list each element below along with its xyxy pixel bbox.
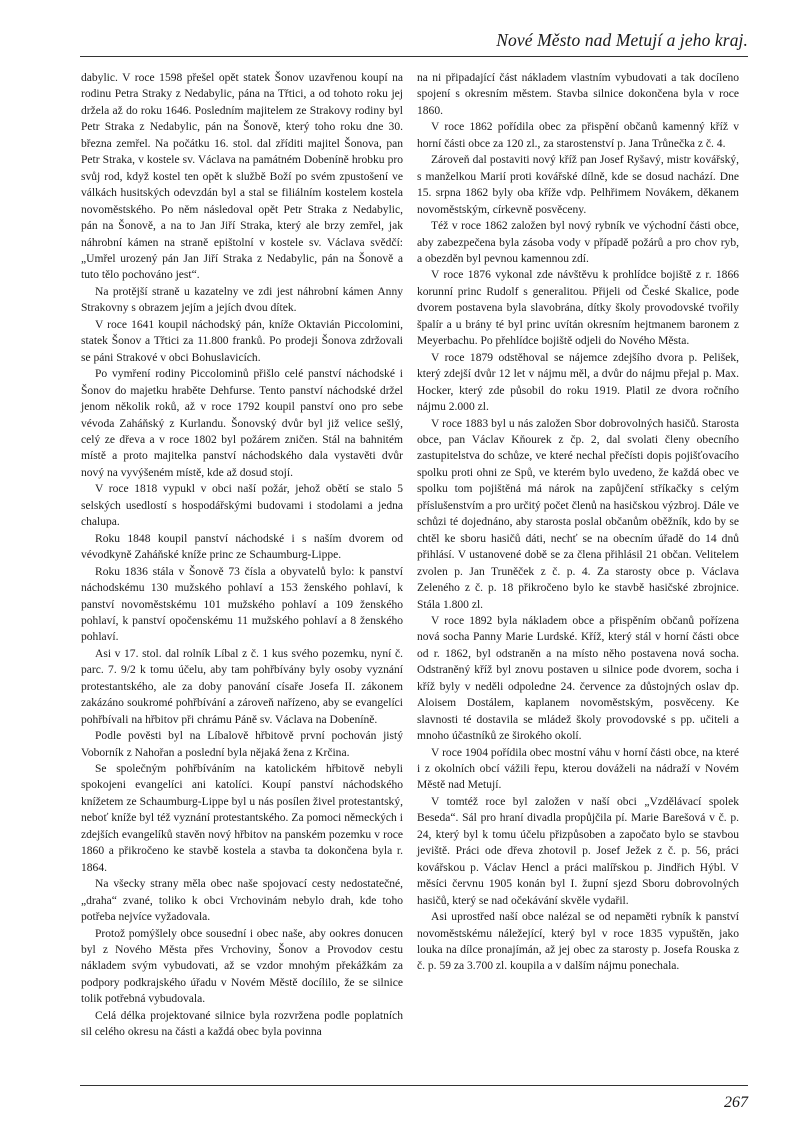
paragraph: V roce 1818 vypukl v obci naší požár, jehož obětí se stalo 5 selských usedlostí s hospodářskými budovami i stodolami a jedna chalupa. — [81, 483, 403, 529]
paragraph: Asi uprostřed naší obce nalézal se od nepaměti rybník k panství novoměstskému náležející, který byl v roce 1835 vypuštěn, jako louka na dílce pronajímán, až jej obec za starosty p. Josefa Rouska z č. p. 59 za 3.700 zl. koupila a v dalším nájmu ponechala. — [417, 911, 739, 973]
page-number: 267 — [724, 1094, 748, 1111]
paragraph: Protož pomýšlely obce sousední i obec naše, aby ookres donucen byl z Nového Města přes Vrchoviny, Šonov a Provodov cestu nákladem svým vybudovati, až se vzdor mnohým překážkám za podpory podkrajského úřadu v Novém Městě docílilo, že se silnice tolik potřebná vybudovala. — [81, 927, 403, 1006]
paragraph: Na všecky strany měla obec naše spojovací cesty nedostatečné, „draha“ zvané, toliko k obci Vrchovinám nebylo drah, kde toho potřeba nejvíce vyžadovala. — [81, 878, 403, 924]
paragraph: na ni připadající část nákladem vlastním vybudovati a tak docíleno spojení s okresním městem. Stavba silnice dokončena byla v roce 1860. — [417, 72, 739, 117]
paragraph: V roce 1862 pořídila obec za přispění občanů kamenný kříž v horní části obce za 120 zl., za starostenství p. Jana Trůnečka z č. 4. — [417, 121, 739, 150]
paragraph: Roku 1848 koupil panství náchodské i s naším dvorem od vévodkyně Zaháňské kníže princ ze Schaumburg-Lippe. — [81, 532, 403, 562]
running-header — [80, 26, 748, 57]
paragraph: dabylic. V roce 1598 přešel opět statek Šonov uzavřenou koupí na rodinu Petra Straky z Nedabylic, pána na Třtici, a od tohoto roku jej držela až do roku 1646. Posledním majitelem ze Strakovy rodiny byl Petr Straka z Nedabylic, pán na Šonově, který toho roku dne 30. března zemřel. Na počátku 16. stol. dal zříditi majitel Šonova, pan Petr Straka, v kostele sv. Václava na památném Dobeníně hrobku pro svůj rod, když kostel ten opět k službě Boží po svém zpustošení ve válkách husitských odevzdán byl a stal se filiálním kostelem kostela novoměstského. Po něm následoval opět Petr Straka z Nedabylic, pán na Šonově, a na to Jan Jiří Straka, který ale brzy zemřel, jak náhrobní kámen na straně epištolní v kostele sv. Václava svědčí: „Umřel urozený pán Jan Jiří Straka z Nedabylic, pán na Šonově a tuto tělo pochováno jest“. — [81, 72, 403, 282]
paragraph: V roce 1879 odstěhoval se nájemce zdejšího dvora p. Pelišek, který zdejší dvůr 12 let v nájmu měl, a dvůr do nájmu přejal p. Max. Hocker, který zde působil do roku 1919. Platil ze dvora ročního nájmu 2.000 zl. — [417, 351, 739, 414]
paragraph: Též v roce 1862 založen byl nový rybník ve východní části obce, aby zabezpečena byla zásoba vody v případě požárů a pro chov ryb, a obezděn byl pevnou kamennou zdí. — [417, 220, 739, 265]
paragraph: V roce 1904 pořídila obec mostní váhu v horní části obce, na které i z okolních obcí vážili řepu, kterou dováželi na nádraží v Novém Městě nad Metují. — [417, 746, 739, 792]
paragraph: V roce 1883 byl u nás založen Sbor dobrovolných hasičů. Starosta obce, pan Václav Kňourek z čp. 2, dal svolati členy obecního zastupitelstva do schůze, ve které nechal přečísti dopis pojišťovacího spolku proti ohni ze Spů, ve kterém bylo uvedeno, že každá obec ve spolku tom pojištěná má nárok na zapůjčení stříkačky s celým příslušenstvím a pro určitý počet členů na hasičskou výzbroj. Dále ve schůzi té dojednáno, aby starosta poslal občanům oběžník, kdo by se chtěl ke sboru hasičů dáti, nechť se na obecním úřadě do 14 dnů přihlásí. V ustanovené době se za člena přihlásil 21 občan. Velitelem zvolen p. Jan Truněček z č. p. 4. Za starosty obce p. Václava Zeleného z č. p. 18 přikročeno bylo ke stavbě hasičské zbrojnice. Stála 1.800 zl. — [417, 417, 739, 611]
paragraph: Zároveň dal postaviti nový kříž pan Josef Ryšavý, mistr kovářský, s manželkou Marií proti kovářské dílně, kde se dosud nachází. Dne 15. srpna 1862 byly oba kříže vdp. Pelhřimem Novákem, děkanem novoměstským, církevně posvěceny. — [417, 154, 739, 216]
left-column — [81, 70, 403, 1041]
paragraph: Podle pověsti byl na Líbalově hřbitově první pochován jistý Voborník z Nahořan a poslední byla nějaká žena z Krčina. — [81, 730, 403, 759]
paragraph: Na protější straně u kazatelny ve zdi jest náhrobní kámen Anny Strakovny s obrazem jejím a jejích dvou dítek. — [81, 285, 403, 315]
footer-rule — [80, 1085, 748, 1086]
paragraph: V roce 1892 byla nákladem obce a přispěním občanů pořízena nová socha Panny Marie Lurdské. Kříž, který stál v horní části obce od r. 1862, byl odstraněn a na místo něho postavena nová socha. Odstraněný kříž byl znovu postaven u silnice pode dvorem, socha i kříž byly v neděli odpoledne 24. července za důstojných oslav dp. Aloisem Dostálem, kaplanem novoměstským, posvěceny. Ke slavnosti té dostavila se mládež školy provodovské s pp. učiteli a mnoho účastníků ze širokého okolí. — [417, 614, 739, 743]
paragraph: Po vymření rodiny Piccolominů přišlo celé panství náchodské i Šonov do majetku hraběte Dehfurse. Tento panství náchodské držel jenom několik roků, až v roce 1792 koupil panství ono pro sebe vévoda Zaháňský z Kurlandu. Šonovský dvůr byl již velice sešlý, celý ze dřeva a v roce 1802 byl požárem zničen. Stál na bahnitém místě a proto majitelka panství náchodského dala vystavěti dvůr nový na vyvýšeném místě, kde až dosud stojí. — [81, 368, 403, 479]
paragraph: Se společným pohřbíváním na katolickém hřbitově nebyli spokojeni evangelíci ani katolíci. Koupí panství náchodského knížetem ze Schaumburg-Lippe byl u nás posílen živel protestantský, neboť kníže byl též vyznání protestantského. Za pomoci německých i zdejších evangelíků stavěn nový hřbitov na panském pozemku v roce 1860 a přikročeno ke stavbě kostela a stavba ta dokončena byla r. 1864. — [81, 763, 403, 874]
paragraph: V roce 1641 koupil náchodský pán, kníže Oktavián Piccolomini, statek Šonov a Třtici za 11.800 franků. Po prodeji Šonova zdržovali se páni Strakové v obci Bohuslavicích. — [81, 318, 403, 364]
running-title: Nové Město nad Metují a jeho kraj. — [496, 30, 748, 50]
right-column — [417, 70, 739, 975]
paragraph: V roce 1876 vykonal zde návštěvu k prohlídce bojiště z r. 1866 korunní princ Rudolf s generalitou. Přijeli od České Skalice, pode dvorem postavena byla slavobrána, dítky školy provodovské tvořily špalír a u brány té byl princ uvítán okresním hejtmanem baronem z Meyerbachu. Po přehlídce bojiště odjeli do Nového Města. — [417, 269, 739, 348]
paragraph: Asi v 17. stol. dal rolník Líbal z č. 1 kus svého pozemku, nyní č. parc. 7. 9/2 k tomu účelu, aby tam pohřbívány byly osoby vyznání protestantského, ale za doby panování císaře Josefa II. zákonem zakázáno soukromé pohřbívání a zároveň nařízeno, aby se evangelíci pohřbívali na hřbitov při chrámu Páně sv. Václava na Dobeníně. — [81, 647, 403, 726]
paragraph: Celá délka projektované silnice byla rozvržena podle poplatních sil celého okresu na části a každá obec byla povinna — [81, 1009, 403, 1039]
paragraph: Roku 1836 stála v Šonově 73 čísla a obyvatelů bylo: k panství náchodskému 130 mužského pohlaví a 153 ženského pohlaví, k panství novoměstskému 101 mužského pohlaví a 109 ženského pohlaví, k panství opočenskému 11 mužského pohlaví a 8 ženského pohlaví. — [81, 565, 403, 644]
paragraph: V tomtéž roce byl založen v naší obci „Vzdělávací spolek Beseda“. Sál pro hraní divadla propůjčila pí. Marie Barešová v č. p. 24, který byl k tomu účelu přizpůsoben a započato bylo se stavbou jeviště. Práci ode dřeva zhotovil p. Josef Ježek z č. p. 56, práci kovářskou p. Václav Hencl a práci malířskou p. Jindřich Hýbl. V měsíci červnu 1905 konán byl I. župní sjezd Sboru dobrovolných hasičů, který se nad očekávání skvěle vydařil. — [417, 795, 739, 907]
